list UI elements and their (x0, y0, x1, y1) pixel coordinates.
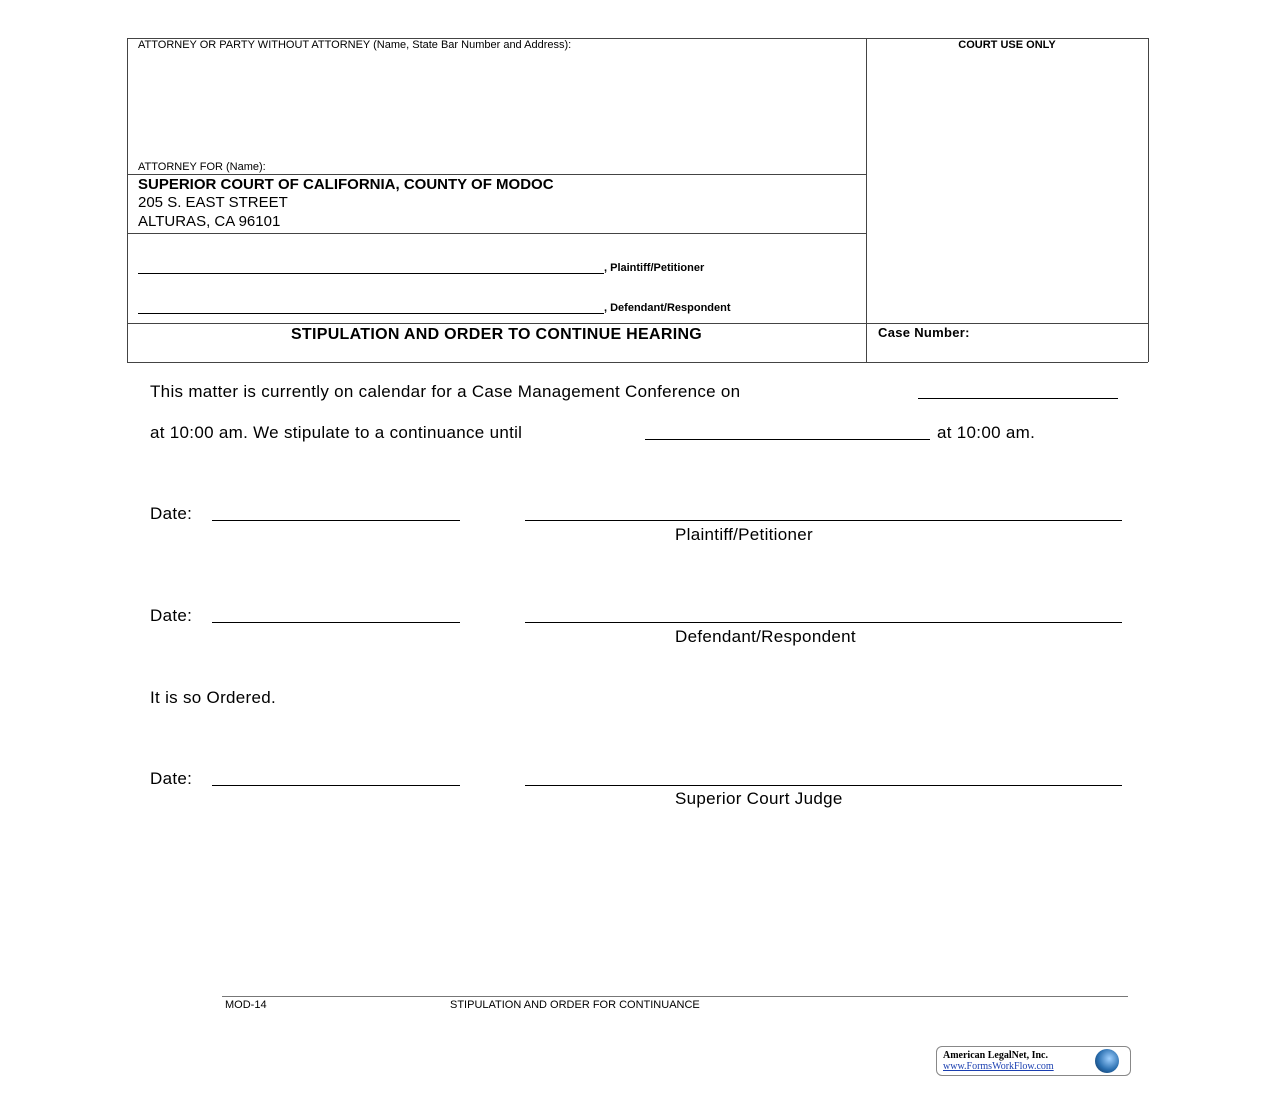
court-street: 205 S. EAST STREET (138, 194, 288, 211)
plaintiff-date-field[interactable] (212, 520, 460, 521)
logo-url[interactable]: www.FormsWorkFlow.com (943, 1061, 1054, 1072)
attorney-for-label: ATTORNEY FOR (Name): (138, 161, 266, 173)
signature-label-plaintiff: Plaintiff/Petitioner (675, 525, 813, 544)
caption-border-left (127, 38, 128, 362)
court-use-only-label: COURT USE ONLY (958, 39, 1056, 51)
plaintiff-label: , Plaintiff/Petitioner (604, 262, 705, 274)
signature-label-defendant: Defendant/Respondent (675, 627, 856, 646)
defendant-signature-field[interactable] (525, 622, 1122, 623)
plaintiff-name-field[interactable] (138, 273, 604, 274)
so-ordered-text: It is so Ordered. (150, 688, 277, 707)
caption-border-right (1148, 38, 1149, 362)
defendant-name-field[interactable] (138, 313, 604, 314)
divider (127, 323, 1148, 324)
continuance-statement: at 10:00 am. We stipulate to a continuance until (150, 423, 523, 442)
divider (127, 174, 866, 175)
date-label: Date: (150, 504, 193, 523)
form-name: STIPULATION AND ORDER FOR CONTINUANCE (450, 999, 700, 1011)
case-number-label: Case Number: (878, 325, 970, 340)
plaintiff-signature-field[interactable] (525, 520, 1122, 521)
continuance-time: at 10:00 am. (937, 423, 1036, 442)
date-label: Date: (150, 769, 193, 788)
judge-signature-field[interactable] (525, 785, 1122, 786)
caption-border-bottom (127, 362, 1148, 363)
defendant-label: , Defendant/Respondent (604, 302, 731, 314)
defendant-date-field[interactable] (212, 622, 460, 623)
conference-date-field[interactable] (918, 398, 1118, 399)
judge-date-field[interactable] (212, 785, 460, 786)
signature-label-judge: Superior Court Judge (675, 789, 843, 808)
caption-divider (866, 38, 867, 362)
court-city: ALTURAS, CA 96101 (138, 213, 281, 230)
court-name: SUPERIOR COURT OF CALIFORNIA, COUNTY OF MODOC (138, 176, 554, 193)
logo-name: American LegalNet, Inc. (943, 1050, 1048, 1061)
calendar-statement: This matter is currently on calendar for a Case Management Conference on (150, 382, 741, 401)
continuance-date-field[interactable] (645, 439, 930, 440)
date-label: Date: (150, 606, 193, 625)
footer-rule (222, 996, 1128, 997)
globe-icon (1095, 1049, 1119, 1073)
attorney-label: ATTORNEY OR PARTY WITHOUT ATTORNEY (Name, State Bar Number and Address): (138, 39, 572, 51)
divider (127, 233, 866, 234)
form-id: MOD-14 (225, 999, 267, 1011)
american-legalnet-logo[interactable] (936, 1046, 1131, 1076)
form-title: STIPULATION AND ORDER TO CONTINUE HEARING (290, 326, 703, 343)
